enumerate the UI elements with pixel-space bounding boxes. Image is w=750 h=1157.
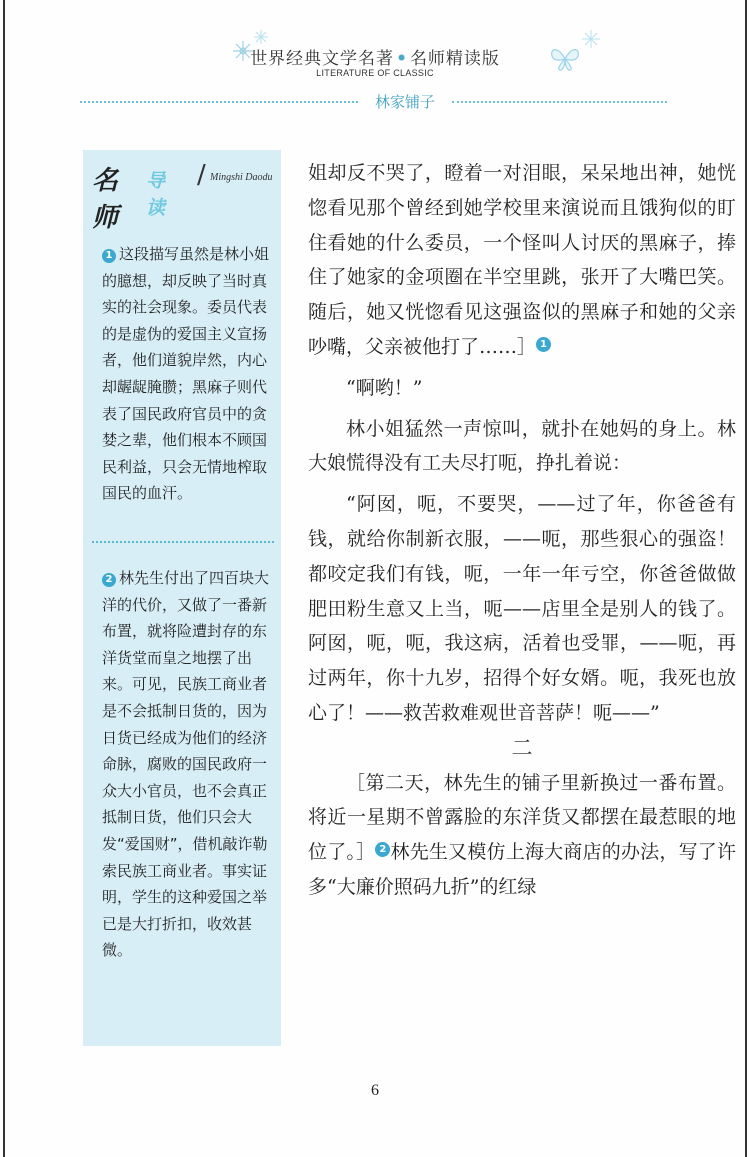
note-text: 这段描写虽然是林小姐的臆想，却反映了当时真实的社会现象。委员代表的是虚伪的爱国主义宣扬者，他们道貌岸然，内心却龌龊腌臜；黑麻子则代表了国民政府官员中的贪婪之辈，他们根本不顾国民利益，只会无情地榨取国民的血汗。 [102, 245, 270, 503]
sidebar-heading-pinyin: Mingshi Daodu [210, 172, 273, 183]
chapter-title: 林家铺子 [374, 93, 435, 111]
paragraph [308, 156, 736, 365]
paragraph: “阿囡，呃，不要哭，——过了年，你爸爸有钱，就给你制新衣服，——呃，那些狠心的强盗！都咬定我们有钱，呃，一年一年亏空，你爸爸做做肥田粉生意又上当，呃——店里全是别人的钱了。阿囡，呃，呃，我这病，活着也受罪，——呃，再过两年，你十九岁，招得个好女婿。呃，我死也放心了！——救苦救难观世音菩萨！呃——” [308, 493, 736, 724]
series-title [0, 44, 750, 69]
header-divider-right [452, 101, 667, 103]
header-divider-left [80, 101, 358, 103]
note-text: 林先生付出了四百块大洋的代价，又做了一番新布置，就将险遭封存的东洋货堂而皇之地摆了出来。可见，民族工商业者是不会抵制日货的，因为日货已经成为他们的经济命脉，腐败的国民政府一众大小官员，也不会真正抵制日货，他们只会大发“爱国财”，借机敲诈勒索民族工商业者。事实证明，学生的这种爱国之举已是大打折扣，收效甚微。 [102, 569, 270, 960]
sidebar-heading-ming: 名师 [92, 166, 119, 233]
note-marker: 1 [102, 249, 116, 263]
paragraph-text: ［第二天，林先生的铺子里新换过一番布置。将近一星期不曾露脸的东洋货又都摆在最惹眼的地位了。］ [308, 771, 736, 864]
annotation-note [102, 565, 272, 964]
series-title-main: 世界经典文学名著 [250, 49, 395, 69]
note-divider [92, 541, 274, 543]
paragraph [308, 766, 736, 905]
paragraph-text: 姐却反不哭了，瞪着一对泪眼，呆呆地出神，她恍惚看见那个曾经到她学校里来演说而且饿狗似的盯住看她的什么委员，一个怪叫人讨厌的黑麻子，捧住了她家的金项圈在半空里跳，张开了大嘴巴笑。随后，她又恍惚看见这强盗似的黑麻子和她的父亲吵嘴，父亲被他打了……］ [308, 162, 736, 358]
page-number: 6 [371, 1082, 379, 1099]
snowflake-icon [254, 30, 268, 44]
annotation-marker[interactable]: 1 [536, 337, 551, 352]
sidebar-heading-daodu: 导读 [146, 170, 166, 219]
section-number: 二 [511, 735, 533, 760]
annotation-note [102, 241, 272, 507]
series-title-edition: 名师精读版 [409, 49, 500, 69]
series-subtitle: LITERATURE OF CLASSIC [316, 68, 434, 78]
sidebar-heading-slash: / [197, 160, 206, 190]
main-text [308, 156, 736, 905]
paragraph: “啊哟！” [346, 376, 423, 399]
annotation-marker[interactable]: 2 [375, 842, 390, 857]
note-marker: 2 [102, 573, 116, 587]
paragraph-text: 林先生又模仿上海大商店的办法，写了许多“大廉价照码九折”的红绿 [308, 841, 736, 898]
series-title-dot: • [396, 49, 408, 69]
paragraph: 林小姐猛然一声惊叫，就扑在她妈的身上。林大娘慌得没有工夫尽打呃，挣扎着说： [308, 417, 736, 475]
